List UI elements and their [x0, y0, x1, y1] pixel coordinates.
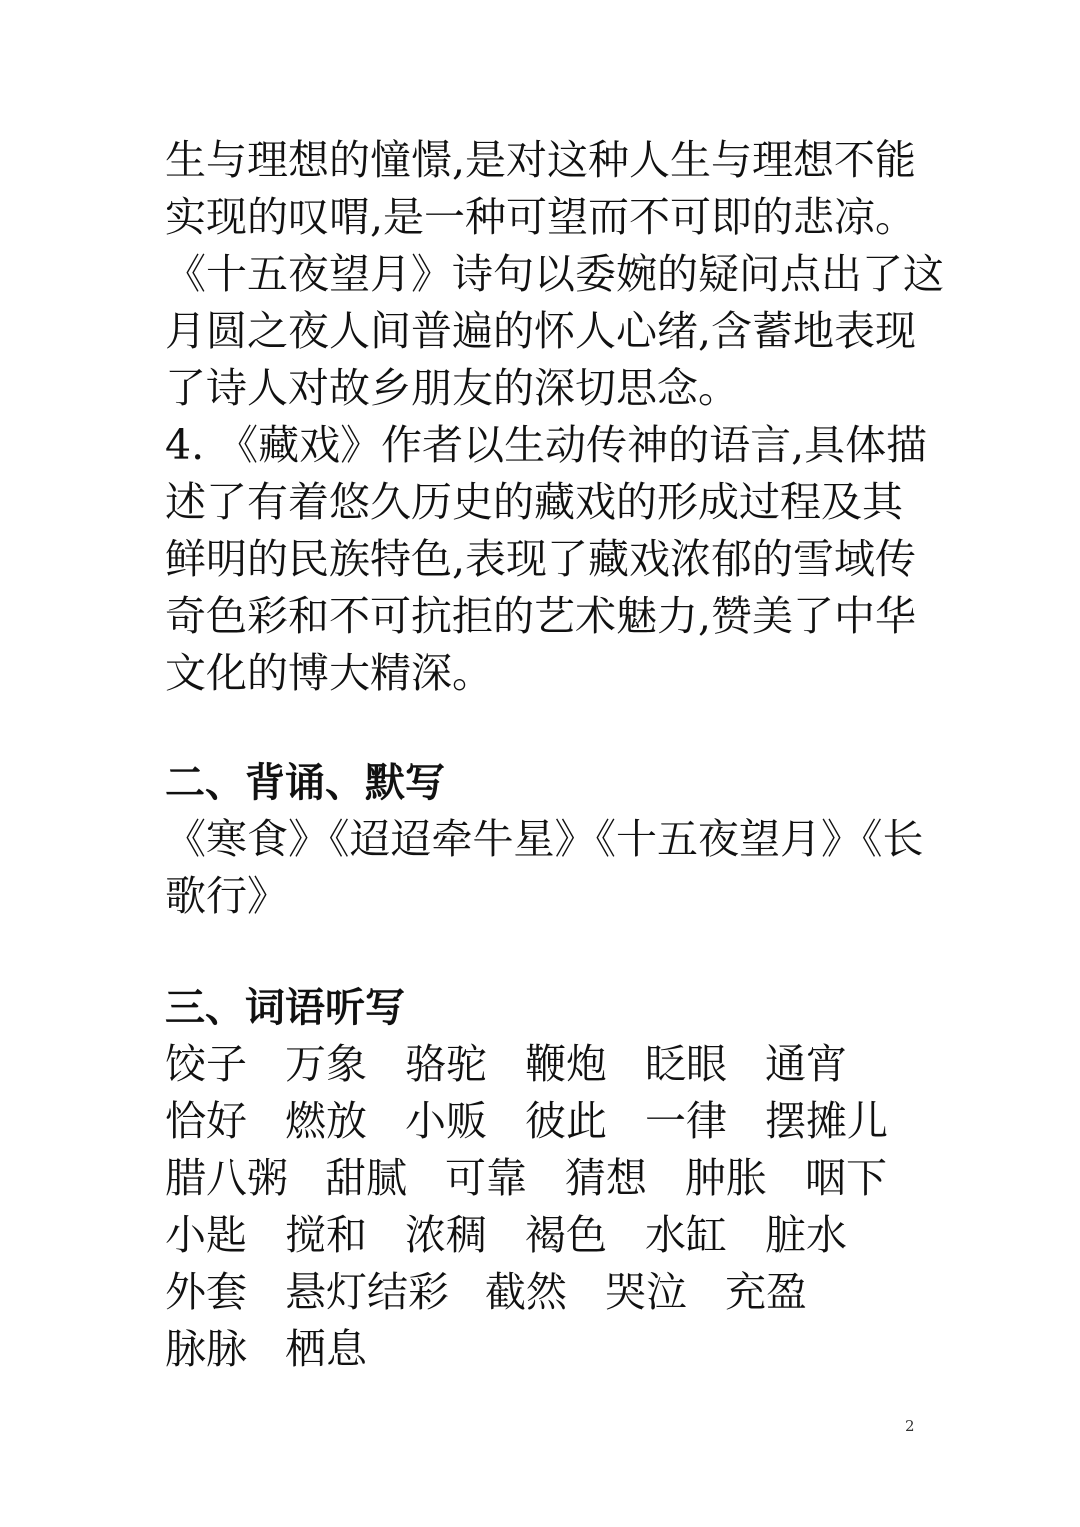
vocab-word: 猜想 [565, 1154, 647, 1202]
vocab-word: 骆驼 [405, 1040, 487, 1088]
vocab-word: 恰好 [165, 1097, 247, 1145]
text-line: 《寒食》《迢迢牵牛星》《十五夜望月》《长 [165, 815, 924, 863]
text-line: 4. 《藏戏》作者以生动传神的语言,具体描 [165, 421, 928, 469]
text-line: 奇色彩和不可抗拒的艺术魅力,赞美了中华 [165, 592, 917, 640]
recitation-list [165, 811, 925, 925]
vocab-word: 可靠 [445, 1154, 527, 1202]
vocab-word: 通宵 [765, 1040, 847, 1088]
vocab-word: 脏水 [765, 1211, 847, 1259]
section-heading-dictation: 三、词语听写 [165, 985, 405, 1031]
text-line: 《十五夜望月》诗句以委婉的疑问点出了这 [165, 250, 944, 298]
vocab-word: 小贩 [405, 1097, 487, 1145]
vocab-word: 充盈 [725, 1268, 807, 1316]
vocab-word: 截然 [485, 1268, 567, 1316]
paragraph-block [165, 132, 944, 702]
vocab-word: 小匙 [165, 1211, 247, 1259]
vocab-word: 彼此 [525, 1097, 607, 1145]
vocab-word: 水缸 [645, 1211, 727, 1259]
vocab-word: 哭泣 [605, 1268, 687, 1316]
vocab-word: 悬灯结彩 [285, 1268, 449, 1316]
text-line: 述了有着悠久历史的藏戏的形成过程及其 [165, 478, 903, 526]
text-line: 生与理想的憧憬,是对这种人生与理想不能 [165, 136, 917, 184]
vocab-word: 甜腻 [325, 1154, 407, 1202]
text-line: 文化的博大精深。 [165, 649, 493, 697]
section-heading-recitation: 二、背诵、默写 [165, 760, 445, 806]
text-line: 月圆之夜人间普遍的怀人心绪,含蓄地表现 [165, 307, 917, 355]
vocab-word: 摆摊儿 [765, 1097, 888, 1145]
vocab-word: 一律 [645, 1097, 727, 1145]
vocab-word: 搅和 [285, 1211, 367, 1259]
page-number: 2 [905, 1417, 915, 1435]
vocab-word: 眨眼 [645, 1040, 727, 1088]
vocab-word: 鞭炮 [525, 1040, 607, 1088]
text-line: 鲜明的民族特色,表现了藏戏浓郁的雪域传 [165, 535, 917, 583]
text-line: 实现的叹喟,是一种可望而不可即的悲凉。 [165, 193, 917, 241]
vocab-word: 腊八粥 [165, 1154, 288, 1202]
vocab-word: 肿胀 [685, 1154, 767, 1202]
vocab-word: 褐色 [525, 1211, 607, 1259]
vocab-word: 脉脉 [165, 1325, 247, 1373]
vocab-word: 外套 [165, 1268, 247, 1316]
vocab-word: 咽下 [805, 1154, 887, 1202]
text-line: 歌行》 [165, 872, 288, 920]
vocab-word: 饺子 [165, 1040, 247, 1088]
vocab-word: 栖息 [285, 1325, 367, 1373]
text-line: 了诗人对故乡朋友的深切思念。 [165, 364, 739, 412]
vocab-word: 万象 [285, 1040, 367, 1088]
vocab-word: 燃放 [285, 1097, 367, 1145]
vocab-word: 浓稠 [405, 1211, 487, 1259]
